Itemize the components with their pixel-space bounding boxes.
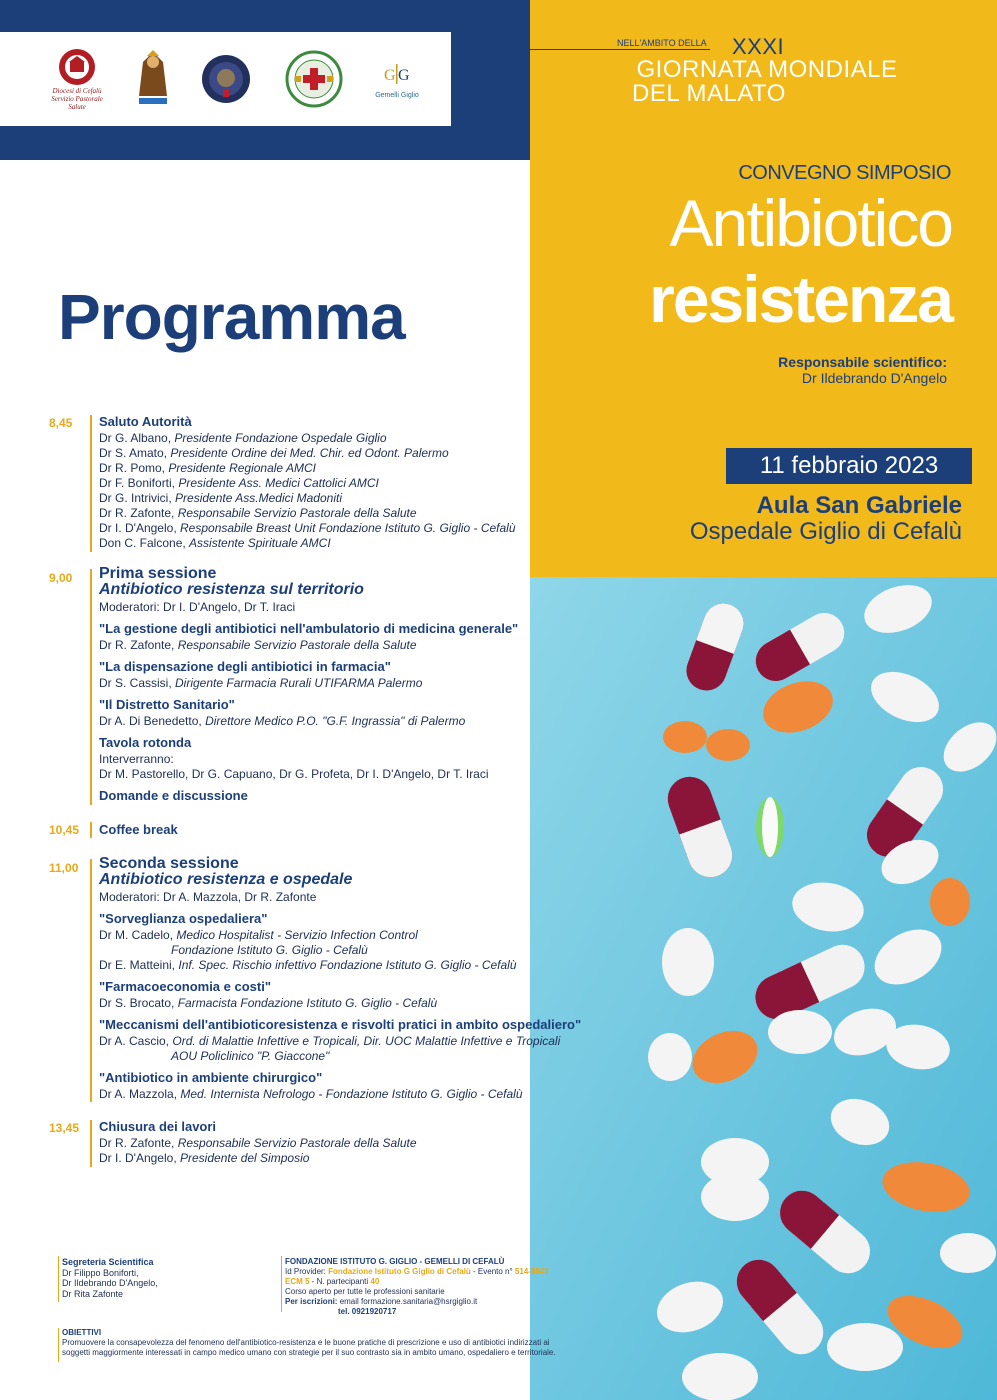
speaker-name: Dr G. Albano, — [99, 431, 175, 445]
ambito-label: NELL'AMBITO DELLA — [617, 38, 707, 48]
speaker-name: Dr A. Mazzola, — [99, 1087, 181, 1101]
speaker-role: Ord. di Malattie Infettive e Tropicali, Dir. UOC Malattie Infettive e Tropicali — [172, 1034, 561, 1048]
medal-logo — [200, 44, 252, 114]
evento-label: - Evento n° — [470, 1267, 515, 1276]
speaker-line — [99, 676, 422, 691]
gemelli-giglio-text: Gemelli Giglio — [375, 91, 419, 99]
session-subtitle: Antibiotico resistenza sul territorio — [99, 581, 364, 598]
speaker-name: Dr M. Cadelo, — [99, 928, 177, 942]
speaker-name: Dr R. Zafonte, — [99, 638, 178, 652]
moderators: Moderatori: Dr I. D'Angelo, Dr T. Iraci — [99, 600, 296, 614]
evento-value: 514-8843 — [514, 1267, 549, 1276]
speaker-name: Dr F. Boniforti, — [99, 476, 179, 490]
speaker-line — [99, 1151, 309, 1166]
speaker-line — [99, 996, 437, 1011]
speaker-role: Inf. Spec. Rischio infettivo Fondazione Istituto G. Giglio - Cefalù — [178, 958, 517, 972]
speaker-line — [99, 506, 417, 521]
iscrizioni-email[interactable]: email formazione.sanitaria@hsrgiglio.it — [339, 1297, 478, 1306]
footer-divider — [58, 1256, 59, 1302]
associazione-medici-icon — [285, 50, 343, 108]
speaker-name: Don C. Falcone, — [99, 536, 190, 550]
time-bar — [90, 859, 92, 1102]
time-slot: 13,45 — [49, 1121, 80, 1135]
speaker-line — [99, 638, 417, 653]
segreteria-line: Dr Ildebrando D'Angelo, — [62, 1278, 158, 1288]
giornata-line2 — [632, 82, 922, 106]
talk-title: "La gestione degli antibiotici nell'ambulatorio di medicina generale" — [99, 621, 519, 636]
medal-icon — [201, 54, 251, 104]
speaker-name: Dr R. Zafonte, — [99, 1136, 178, 1150]
footer-divider — [58, 1328, 59, 1362]
talk-title: "Antibiotico in ambiente chirurgico" — [99, 1070, 323, 1085]
svg-text:G: G — [384, 66, 396, 84]
time-bar — [90, 415, 92, 552]
pills-illustration — [530, 577, 997, 1400]
gemelli-giglio-logo — [362, 44, 432, 114]
giornata-line1: GIORNATA MONDIALE — [636, 56, 898, 83]
event-title-line2: resistenza — [649, 262, 952, 336]
programma-heading: Programma — [58, 281, 405, 353]
time-bar — [90, 1120, 92, 1167]
speaker-role: Farmacista Fondazione Istituto G. Giglio - Cefalù — [177, 996, 438, 1010]
speaker-name: Dr S. Cassisi, — [99, 676, 176, 690]
segreteria-title: Segreteria Scientifica — [62, 1257, 154, 1267]
associazione-logo — [284, 44, 344, 114]
speaker-line — [99, 536, 331, 551]
ecm-value: ECM 5 — [285, 1277, 310, 1286]
speaker-role: Presidente Ass. Medici Cattolici AMCI — [178, 476, 379, 490]
fondazione-title: FONDAZIONE ISTITUTO G. GIGLIO - GEMELLI DI CEFALÙ — [285, 1257, 505, 1266]
time-slot: 11,00 — [49, 861, 79, 875]
pills-image — [530, 577, 997, 1400]
obiettivi-line: Promuovere la consapevolezza del fenomeno dell'antibiotico-resistenza e le buone pratiche di prescrizione e uso di antibiotici indirizzati ai — [62, 1338, 550, 1347]
speaker-line — [99, 1136, 417, 1151]
domande-title: Domande e discussione — [99, 788, 248, 803]
event-title-line1: Antibiotico — [669, 186, 952, 260]
giornata-title — [612, 36, 922, 106]
talk-title: "La dispensazione degli antibiotici in farmacia" — [99, 659, 391, 674]
speaker-line — [99, 521, 516, 536]
talk-title: "Il Distretto Sanitario" — [99, 697, 235, 712]
time-slot: 8,45 — [49, 416, 73, 430]
venue-room: Aula San Gabriele — [756, 492, 962, 519]
session-subtitle: Antibiotico resistenza e ospedale — [99, 871, 353, 888]
diocesi-line2: Servizio Pastorale — [51, 95, 103, 103]
time-slot: 10,45 — [49, 823, 80, 837]
speaker-role: AOU Policlinico "P. Giaccone" — [171, 1049, 330, 1063]
speaker-name: Dr R. Pomo, — [99, 461, 169, 475]
event-type: CONVEGNO SIMPOSIO — [738, 162, 951, 184]
time-slot: 9,00 — [49, 571, 73, 585]
obiettivi-block — [62, 1328, 556, 1358]
speaker-role: Presidente del Simposio — [180, 1151, 310, 1165]
svg-text:G: G — [398, 66, 410, 84]
time-bar — [90, 822, 92, 838]
footer-divider — [281, 1256, 282, 1312]
speaker-role: Med. Internista Nefrologo - Fondazione Istituto G. Giglio - Cefalù — [180, 1087, 523, 1101]
speaker-role-cont — [171, 1049, 329, 1064]
moderators: Moderatori: Dr A. Mazzola, Dr R. Zafonte — [99, 890, 317, 904]
speaker-line — [99, 461, 316, 476]
event-date: 11 febbraio 2023 — [726, 448, 972, 484]
talk-title: "Farmacoeconomia e costi" — [99, 979, 271, 994]
speaker-role: Responsabile Servizio Pastorale della Salute — [177, 638, 417, 652]
speaker-role: Medico Hospitalist - Servizio Infection Control — [176, 928, 418, 942]
speaker-name: Dr A. Di Benedetto, — [99, 714, 206, 728]
speaker-line — [99, 714, 465, 729]
speaker-role: Dirigente Farmacia Rurali UTIFARMA Palermo — [175, 676, 423, 690]
talk-title: "Sorveglianza ospedaliera" — [99, 911, 268, 926]
coffee-break: Coffee break — [99, 822, 178, 837]
speaker-role: Presidente Ordine dei Med. Chir. ed Odont. Palermo — [170, 446, 449, 460]
responsabile-label: Responsabile scientifico: — [778, 354, 947, 370]
responsabile-name: Dr Ildebrando D'Angelo — [801, 370, 947, 386]
diocesi-emblem-icon — [57, 47, 97, 87]
interverranno-label: Interverranno: — [99, 752, 174, 766]
speaker-line — [99, 491, 342, 506]
speaker-role: Presidente Fondazione Ospedale Giglio — [174, 431, 387, 445]
partecipanti-value: 40 — [370, 1277, 380, 1286]
talk-title: "Meccanismi dell'antibioticoresistenza e risvolti pratici in ambito ospedaliero" — [99, 1017, 582, 1032]
diocesi-line3: Salute — [68, 103, 86, 111]
speaker-line — [99, 958, 517, 973]
corso-text: Corso aperto per tutte le professioni sanitarie — [285, 1287, 445, 1296]
speaker-role: Assistente Spirituale AMCI — [189, 536, 331, 550]
tavola-title: Tavola rotonda — [99, 735, 192, 750]
giornata-malato: MALATO — [686, 80, 786, 107]
provider-value: Fondazione Istituto G Giglio di Cefalù — [328, 1267, 471, 1276]
speaker-name: Dr G. Intrivici, — [99, 491, 176, 505]
speaker-line — [99, 1034, 560, 1049]
speaker-role: Responsabile Breast Unit Fondazione Istituto G. Giglio - Cefalù — [180, 521, 516, 535]
speaker-role: Direttore Medico P.O. "G.F. Ingrassia" di Palermo — [205, 714, 466, 728]
diocesi-line1: Diocesi di Cefalù — [52, 87, 102, 95]
gemelli-giglio-icon — [382, 60, 412, 90]
speaker-name: Dr S. Brocato, — [99, 996, 178, 1010]
giornata-del: DEL — [632, 80, 680, 107]
time-bar — [90, 569, 92, 805]
iscrizioni-label: Per iscrizioni: — [285, 1297, 340, 1306]
speaker-name: Dr S. Amato, — [99, 446, 171, 460]
logos-strip — [0, 32, 451, 126]
provider-label: Id Provider: — [285, 1267, 329, 1276]
speaker-line — [99, 446, 449, 461]
speaker-role-cont — [171, 943, 368, 958]
partecipanti-label: - N. partecipanti — [309, 1277, 371, 1286]
speaker-name: Dr I. D'Angelo, — [99, 521, 180, 535]
speaker-role: Presidente Regionale AMCI — [168, 461, 316, 475]
obiettivi-line: soggetti maggiormente interessati in campo medico umano con strategie per il suo contrasto sia in ambito umano, ospedaliero e territoriale. — [62, 1348, 556, 1357]
speaker-name: Dr I. D'Angelo, — [99, 1151, 180, 1165]
speaker-name: Dr E. Matteini, — [99, 958, 179, 972]
venue-hospital: Ospedale Giglio di Cefalù — [689, 518, 962, 545]
speaker-line — [99, 928, 418, 943]
segreteria-line: Dr Rita Zafonte — [62, 1288, 124, 1299]
telephone: tel. 0921920717 — [338, 1307, 397, 1316]
madonna-logo — [128, 44, 178, 114]
speaker-role: Presidente Ass.Medici Madoniti — [175, 491, 342, 505]
madonna-icon — [133, 48, 173, 110]
speaker-line — [99, 1087, 523, 1102]
speaker-role: Fondazione Istituto G. Giglio - Cefalù — [171, 943, 368, 957]
speaker-role: Responsabile Servizio Pastorale della Salute — [177, 506, 417, 520]
roman-numeral: XXXI — [732, 34, 785, 59]
session-title: Prima sessione — [99, 565, 217, 582]
speaker-name: Dr A. Cascio, — [99, 1034, 173, 1048]
speaker-line — [99, 431, 387, 446]
session-title: Seconda sessione — [99, 855, 239, 872]
speaker-line — [99, 476, 379, 491]
saluto-title: Saluto Autorità — [99, 414, 192, 429]
chiusura-title: Chiusura dei lavori — [99, 1119, 217, 1134]
obiettivi-title: OBIETTIVI — [62, 1328, 102, 1337]
speaker-name: Dr R. Zafonte, — [99, 506, 178, 520]
diocesi-logo — [48, 44, 106, 114]
interverranno-names: Dr M. Pastorello, Dr G. Capuano, Dr G. Profeta, Dr I. D'Angelo, Dr T. Iraci — [99, 767, 489, 781]
segreteria-block — [62, 1257, 158, 1299]
fondazione-block — [285, 1257, 549, 1317]
segreteria-line: Dr Filippo Boniforti, — [62, 1267, 139, 1278]
speaker-role: Responsabile Servizio Pastorale della Salute — [177, 1136, 417, 1150]
